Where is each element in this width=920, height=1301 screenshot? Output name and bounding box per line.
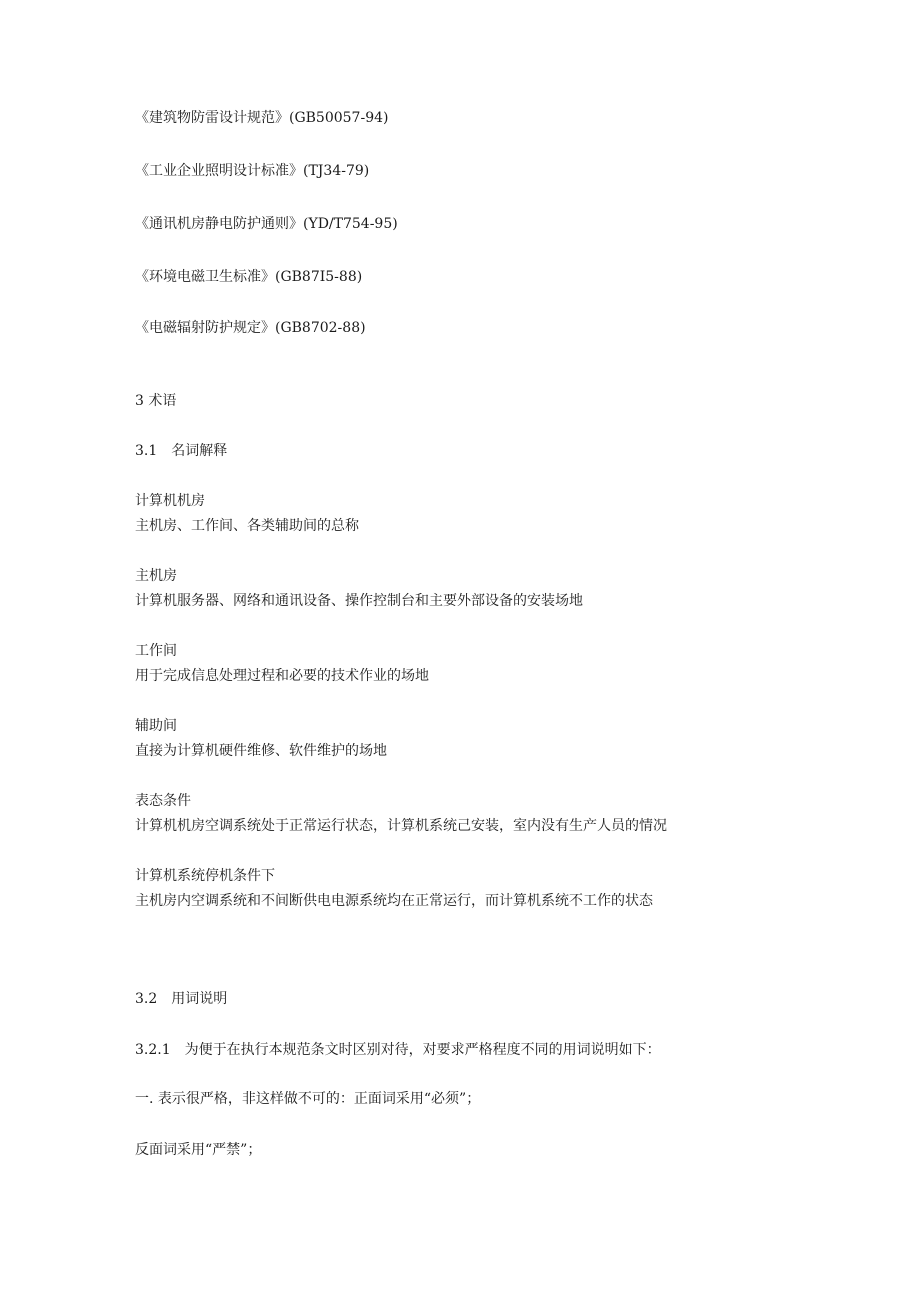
subsection-heading: 3.2 用词说明	[135, 991, 228, 1007]
reference-item: 《环境电磁卫生标准》(GB87I5-88)	[135, 269, 363, 285]
reference-item: 《通讯机房静电防护通则》(YD/T754-95)	[135, 216, 398, 232]
term-title: 辅助间	[135, 718, 177, 734]
term-title: 表态条件	[135, 793, 191, 809]
term-definition: 主机房内空调系统和不间断供电电源系统均在正常运行，而计算机系统不工作的状态	[135, 893, 653, 909]
section-heading: 3 术语	[135, 393, 177, 409]
clause-item: 反面词采用“严禁”；	[135, 1142, 262, 1158]
clause-paragraph: 3.2.1 为便于在执行本规范条文时区别对待，对要求严格程度不同的用词说明如下：	[135, 1042, 661, 1058]
term-title: 主机房	[135, 568, 177, 584]
reference-item: 《工业企业照明设计标准》(TJ34-79)	[135, 163, 370, 179]
term-definition: 计算机服务器、网络和通讯设备、操作控制台和主要外部设备的安装场地	[135, 593, 583, 609]
term-definition: 直接为计算机硬件维修、软件维护的场地	[135, 743, 387, 759]
term-definition: 主机房、工作间、各类辅助间的总称	[135, 518, 359, 534]
term-definition: 计算机机房空调系统处于正常运行状态，计算机系统己安装，室内没有生产人员的情况	[135, 818, 667, 834]
reference-item: 《建筑物防雷设计规范》(GB50057-94)	[135, 110, 389, 126]
clause-item: 一. 表示很严格，非这样做不可的：正面词采用“必须”；	[135, 1091, 481, 1107]
term-title: 计算机系统停机条件下	[135, 868, 275, 884]
term-title: 工作间	[135, 643, 177, 659]
reference-item: 《电磁辐射防护规定》(GB8702-88)	[135, 320, 366, 336]
term-title: 计算机机房	[135, 493, 205, 509]
subsection-heading: 3.1 名词解释	[135, 443, 228, 459]
term-definition: 用于完成信息处理过程和必要的技术作业的场地	[135, 668, 429, 684]
